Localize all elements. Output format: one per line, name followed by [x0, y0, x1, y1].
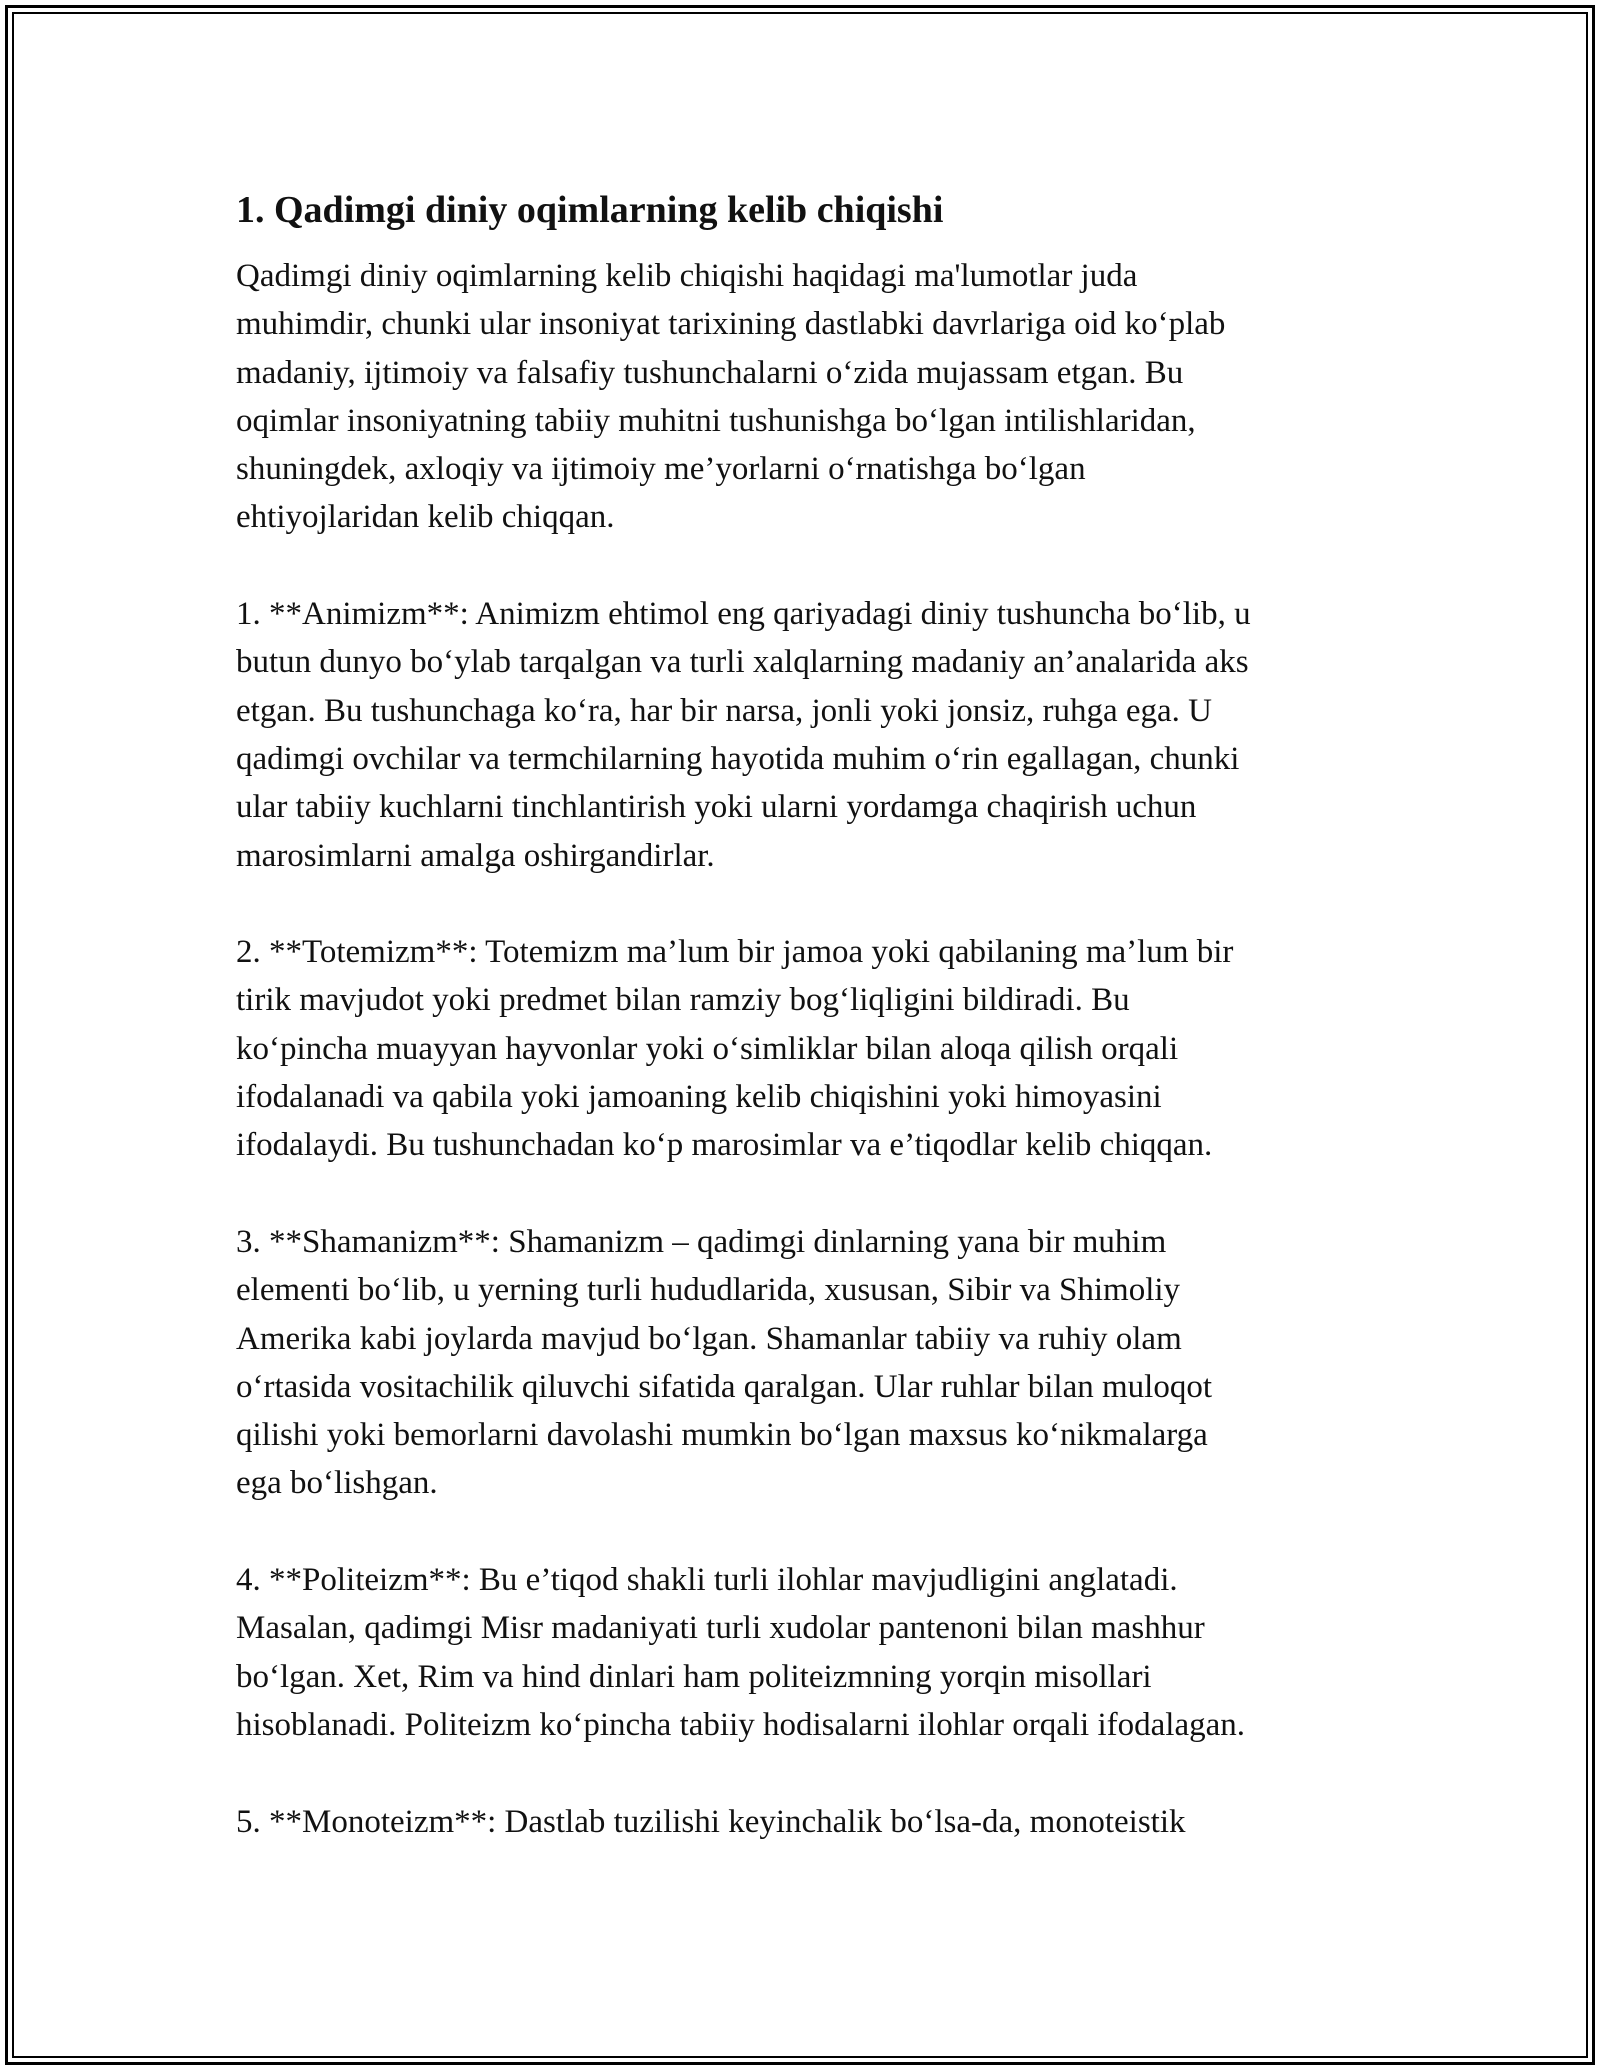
text-line: 2. **Totemizm**: Totemizm ma’lum bir jamoa yoki qabilaning ma’lum bir	[236, 934, 1234, 971]
text-line: Amerika kabi joylarda mavjud bo‘lgan. Shamanlar tabiiy va ruhiy olam	[236, 1320, 1182, 1357]
text-line: muhimdir, chunki ular insoniyat tarixining dastlabki davrlariga oid ko‘plab	[236, 306, 1226, 343]
text-line: elementi bo‘lib, u yerning turli hududlarida, xususan, Sibir va Shimoliy	[236, 1272, 1181, 1309]
text-line: shuningdek, axloqiy va ijtimoiy me’yorlarni o‘rnatishga bo‘lgan	[236, 451, 1086, 488]
text-line: Masalan, qadimgi Misr madaniyati turli xudolar pantenoni bilan mashhur	[236, 1610, 1205, 1647]
text-line: oqimlar insoniyatning tabiiy muhitni tushunishga bo‘lgan intilishlaridan,	[236, 402, 1196, 439]
shamanizm-paragraph	[236, 1218, 1406, 1508]
text-line: qilishi yoki bemorlarni davolashi mumkin bo‘lgan maxsus ko‘nikmalarga	[236, 1417, 1208, 1454]
text-line: tirik mavjudot yoki predmet bilan ramziy bog‘liqligini bildiradi. Bu	[236, 982, 1130, 1019]
section-heading: 1. Qadimgi diniy oqimlarning kelib chiqishi	[236, 189, 944, 231]
text-line: o‘rtasida vositachilik qiluvchi sifatida qaralgan. Ular ruhlar bilan muloqot	[236, 1368, 1212, 1405]
text-line: hisoblanadi. Politeizm ko‘pincha tabiiy hodisalarni ilohlar orqali ifodalagan.	[236, 1706, 1245, 1743]
text-line: butun dunyo bo‘ylab tarqalgan va turli xalqlarning madaniy an’analarida aks	[236, 644, 1249, 681]
text-line: 5. **Monoteizm**: Dastlab tuzilishi keyinchalik bo‘lsa-da, monoteistik	[236, 1803, 1186, 1840]
intro-paragraph	[236, 252, 1406, 542]
totemizm-paragraph	[236, 928, 1406, 1169]
text-line: Qadimgi diniy oqimlarning kelib chiqishi haqidagi ma'lumotlar juda	[236, 258, 1138, 294]
text-line: 3. **Shamanizm**: Shamanizm – qadimgi dinlarning yana bir muhim	[236, 1223, 1167, 1260]
text-line: 4. **Politeizm**: Bu e’tiqod shakli turli ilohlar mavjudligini anglatadi.	[236, 1562, 1178, 1599]
text-line: ifodalanadi va qabila yoki jamoaning kelib chiqishini yoki himoyasini	[236, 1079, 1162, 1116]
text-line: qadimgi ovchilar va termchilarning hayotida muhim o‘rin egallagan, chunki	[236, 740, 1240, 777]
text-line: ega bo‘lishgan.	[236, 1465, 438, 1502]
text-line: ehtiyojlaridan kelib chiqqan.	[236, 499, 615, 536]
text-line: ifodalaydi. Bu tushunchadan ko‘p marosimlar va e’tiqodlar kelib chiqqan.	[236, 1127, 1213, 1164]
document-body	[236, 186, 1406, 1894]
text-line: marosimlarni amalga oshirgandirlar.	[236, 837, 715, 874]
text-line: 1. **Animizm**: Animizm ehtimol eng qariyadagi diniy tushuncha bo‘lib, u	[236, 596, 1251, 633]
text-line: ko‘pincha muayyan hayvonlar yoki o‘simliklar bilan aloqa qilish orqali	[236, 1030, 1179, 1067]
monoteizm-paragraph	[236, 1798, 1406, 1846]
text-line: etgan. Bu tushunchaga ko‘ra, har bir narsa, jonli yoki jonsiz, ruhga ega. U	[236, 692, 1212, 729]
animizm-paragraph	[236, 590, 1406, 880]
politeizm-paragraph	[236, 1556, 1406, 1749]
text-line: bo‘lgan. Xet, Rim va hind dinlari ham politeizmning yorqin misollari	[236, 1658, 1152, 1695]
text-line: ular tabiiy kuchlarni tinchlantirish yoki ularni yordamga chaqirish uchun	[236, 789, 1197, 826]
text-line: madaniy, ijtimoiy va falsafiy tushunchalarni o‘zida mujassam etgan. Bu	[236, 354, 1184, 391]
